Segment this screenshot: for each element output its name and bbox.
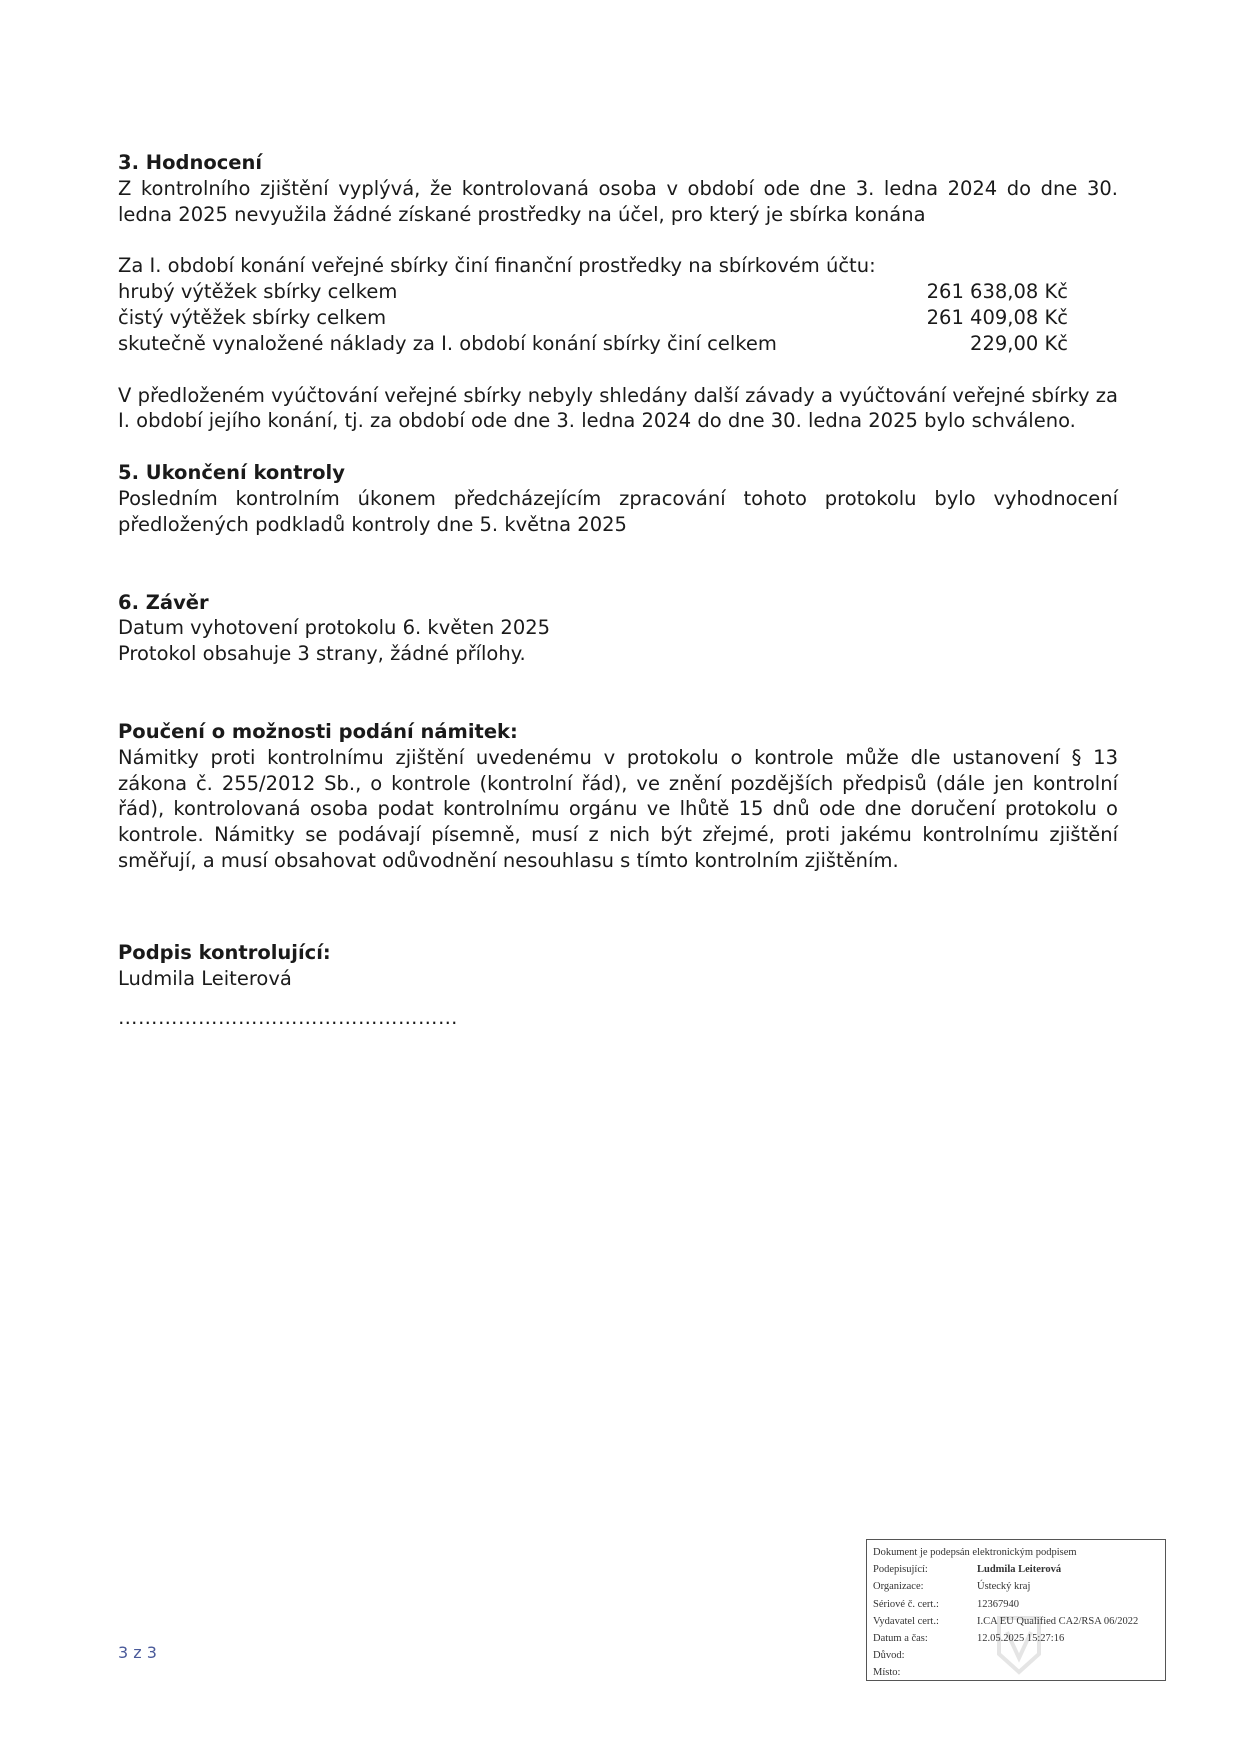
section-3-paragraph: Z kontrolního zjištění vyplývá, že kontrolovaná osoba v období ode dne 3. ledna 2024 do dne 30. ledna 2025 nevyužila žádné získané prostředky na účel, pro který je sbírka konána <box>118 176 1118 226</box>
e-signature-key: Důvod: <box>873 1650 905 1662</box>
finance-label: skutečně vynaložené náklady za I. období konání sbírky činí celkem <box>118 331 777 355</box>
section-6-pages-line: Protokol obsahuje 3 strany, žádné přílohy. <box>118 642 526 666</box>
e-signature-value: Ludmila Leiterová <box>977 1564 1062 1576</box>
e-signature-key: Datum a čas: <box>873 1633 928 1645</box>
document-body <box>118 150 1118 1031</box>
finance-label: čistý výtěžek sbírky celkem <box>118 305 387 329</box>
section-3-heading: 3. Hodnocení <box>118 151 263 174</box>
e-signature-value: Ústecký kraj <box>977 1581 1031 1593</box>
section-6-heading: 6. Závěr <box>118 590 209 614</box>
e-signature-key: Sériové č. cert.: <box>873 1598 939 1610</box>
finance-intro: Za I. období konání veřejné sbírky činí finanční prostředky na sbírkovém účtu: <box>118 254 876 278</box>
objections-heading: Poučení o možnosti podání námitek: <box>118 719 518 743</box>
finance-value: 261 638,08 Kč <box>926 280 1068 304</box>
page-number: 3 z 3 <box>118 1643 157 1662</box>
e-signature-value: 12.05.2025 15:27:16 <box>977 1633 1065 1645</box>
e-signature-row-serial <box>873 1596 1159 1613</box>
finance-label: hrubý výtěžek sbírky celkem <box>118 280 398 304</box>
signature-name: Ludmila Leiterová <box>118 966 292 990</box>
e-signature-key: Podepisující: <box>873 1564 928 1576</box>
objections-paragraph: Námitky proti kontrolnímu zjištění uvedenému v protokolu o kontrole může dle ustanovení § 13 zákona č. 255/2012 Sb., o kontrole (kontrolní řád), ve znění pozdějších předpisů (dále jen kontrolní řád), kontrolovaná osoba podat kontrolnímu orgánu ve lhůtě 15 dnů ode dne doručení protokolu o kontrole. Námitky se podávají písemně, musí z nich být zřejmé, proti jakému kontrolnímu zjištění směřují, a musí obsahovat odůvodnění nesouhlasu s tímto kontrolním zjištěním. <box>118 745 1118 872</box>
signature-seal-icon <box>993 1614 1045 1676</box>
e-signature-row-signer <box>873 1561 1159 1578</box>
signature-heading: Podpis kontrolující: <box>118 940 331 964</box>
finance-value: 229,00 Kč <box>970 331 1068 355</box>
section-5-heading: 5. Ukončení kontroly <box>118 461 345 485</box>
finance-row-costs <box>118 331 1068 357</box>
e-signature-value: 12367940 <box>977 1598 1019 1610</box>
e-signature-row-organization <box>873 1578 1159 1595</box>
finance-value: 261 409,08 Kč <box>926 305 1068 329</box>
e-signature-key: Místo: <box>873 1667 901 1679</box>
signature-line: …………………………………………… <box>118 1006 458 1030</box>
e-signature-title: Dokument je podepsán elektronickým podpisem <box>873 1547 1077 1558</box>
section-6-date-line: Datum vyhotovení protokolu 6. květen 2025 <box>118 616 551 640</box>
finance-row-net <box>118 305 1068 331</box>
section-5-paragraph: Posledním kontrolním úkonem předcházejícím zpracování tohoto protokolu bylo vyhodnocení předložených podkladů kontroly dne 5. května 2025 <box>118 486 1118 536</box>
e-signature-value: I.CA EU Qualified CA2/RSA 06/2022 <box>977 1615 1139 1627</box>
e-signature-key: Vydavatel cert.: <box>873 1615 939 1627</box>
finance-row-gross <box>118 279 1068 305</box>
electronic-signature-box <box>866 1539 1166 1681</box>
e-signature-key: Organizace: <box>873 1581 924 1593</box>
section-3-conclusion: V předloženém vyúčtování veřejné sbírky nebyly shledány další závady a vyúčtování veřejné sbírky za I. období jejího konání, tj. za období ode dne 3. ledna 2024 do dne 30. ledna 2025 bylo schváleno. <box>118 383 1118 433</box>
